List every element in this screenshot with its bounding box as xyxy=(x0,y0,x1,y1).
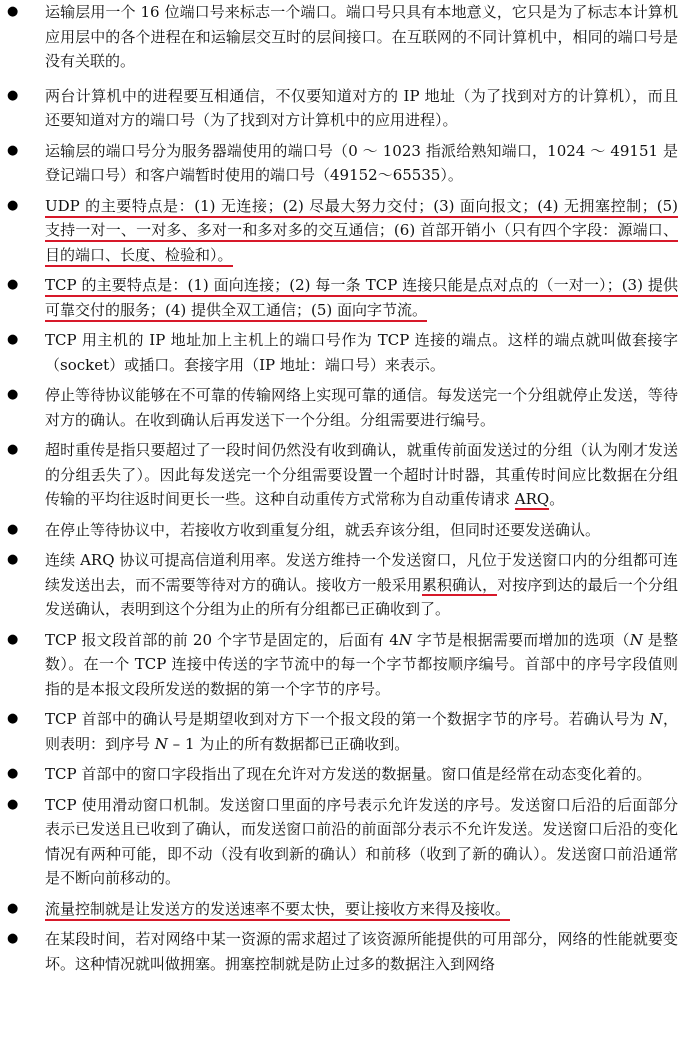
list-item: ● 运输层用一个 16 位端口号来标志一个端口。端口号只具有本地意义，它只是为了标志本计算机应用层中的各个进程在和运输层交互时的层间接口。在互联网的不同计算机中，相同的端口号是没有关联的。 xyxy=(0,0,684,74)
list-item: ● 两台计算机中的进程要互相通信，不仅要知道对方的 IP 地址（为了找到对方的计算机），而且还要知道对方的端口号（为了找到对方计算机中的应用进程）。 xyxy=(0,84,684,133)
underlined-term: ARQ xyxy=(514,490,550,508)
list-item: ● 超时重传是指只要超过了一段时间仍然没有收到确认，就重传前面发送过的分组（认为刚才发送的分组丢失了）。因此每发送完一个分组需要设置一个超时计时器，其重传时间应比数据在分组传输的平均往返时间更长一些。这种自动重传方式常称为自动重传请求 ARQ。 xyxy=(0,438,684,512)
underlined-text: TCP 的主要特点是：(1) 面向连接；(2) 每一条 TCP 连接只能是点对点的（一对一）；(3) 提供可靠交付的服务；(4) 提供全双工通信；(5) 面向字节流。 xyxy=(45,276,678,322)
list-item xyxy=(0,194,684,268)
list-item: ● 在停止等待协议中，若接收方收到重复分组，就丢弃该分组，但同时还要发送确认。 xyxy=(0,518,684,543)
list-item xyxy=(0,273,684,322)
underlined-text: 流量控制就是让发送方的发送速率不要太快，要让接收方来得及接收。 xyxy=(45,900,510,921)
list-item: ● 运输层的端口号分为服务器端使用的端口号（0 ～ 1023 指派给熟知端口，1024 ～ 49151 是登记端口号）和客户端暂时使用的端口号（49152～65535）。 xyxy=(0,139,684,188)
underlined-term: 累积确认， xyxy=(421,575,498,594)
underlined-text: UDP 的主要特点是：(1) 无连接；(2) 尽最大努力交付；(3) 面向报文；(4) 无拥塞控制；(5) 支持一对一、一对多、多对一和多对多的交互通信；(6) 首部开销小（只有四个字段：源端口、目的端口、长度、检验和）。 xyxy=(45,197,678,267)
list-item: ● 连续 ARQ 协议可提高信道利用率。发送方维持一个发送窗口，凡位于发送窗口内的分组都可连续发送出去，而不需要等待对方的确认。接收方一般采用累积确认，对按序到达的最后一个分组发送确认，表明到这个分组为止的所有分组都已正确收到了。 xyxy=(0,548,684,622)
list-item: ● 在某段时间，若对网络中某一资源的需求超过了该资源所能提供的可用部分，网络的性能就要变坏。这种情况就叫做拥塞。拥塞控制就是防止过多的数据注入到网络 xyxy=(0,927,684,976)
list-item: ● 停止等待协议能够在不可靠的传输网络上实现可靠的通信。每发送完一个分组就停止发送，等待对方的确认。在收到确认后再发送下一个分组。分组需要进行编号。 xyxy=(0,383,684,432)
list-item: ● TCP 使用滑动窗口机制。发送窗口里面的序号表示允许发送的序号。发送窗口后沿的后面部分表示已发送且已收到了确认，而发送窗口前沿的前面部分表示不允许发送。发送窗口后沿的变化情况有两种可能，即不动（没有收到新的确认）和前移（收到了新的确认）。发送窗口前沿通常是不断向前移动的。 xyxy=(0,793,684,891)
list-item: ● TCP 首部中的窗口字段指出了现在允许对方发送的数据量。窗口值是经常在动态变化着的。 xyxy=(0,762,684,787)
list-item: ● TCP 报文段首部的前 20 个字节是固定的，后面有 4N 字节是根据需要而增加的选项（N 是整数）。在一个 TCP 连接中传送的字节流中的每一个字节都按顺序编号。首部中的序号字段值则指的是本报文段所发送的数据的第一个字节的序号。 xyxy=(0,628,684,702)
list-item: ● TCP 用主机的 IP 地址加上主机上的端口号作为 TCP 连接的端点。这样的端点就叫做套接字（socket）或插口。套接字用（IP 地址：端口号）来表示。 xyxy=(0,328,684,377)
list-item: ● TCP 首部中的确认号是期望收到对方下一个报文段的第一个数据字节的序号。若确认号为 N，则表明：到序号 N – 1 为止的所有数据都已正确收到。 xyxy=(0,707,684,756)
list-item xyxy=(0,897,684,922)
